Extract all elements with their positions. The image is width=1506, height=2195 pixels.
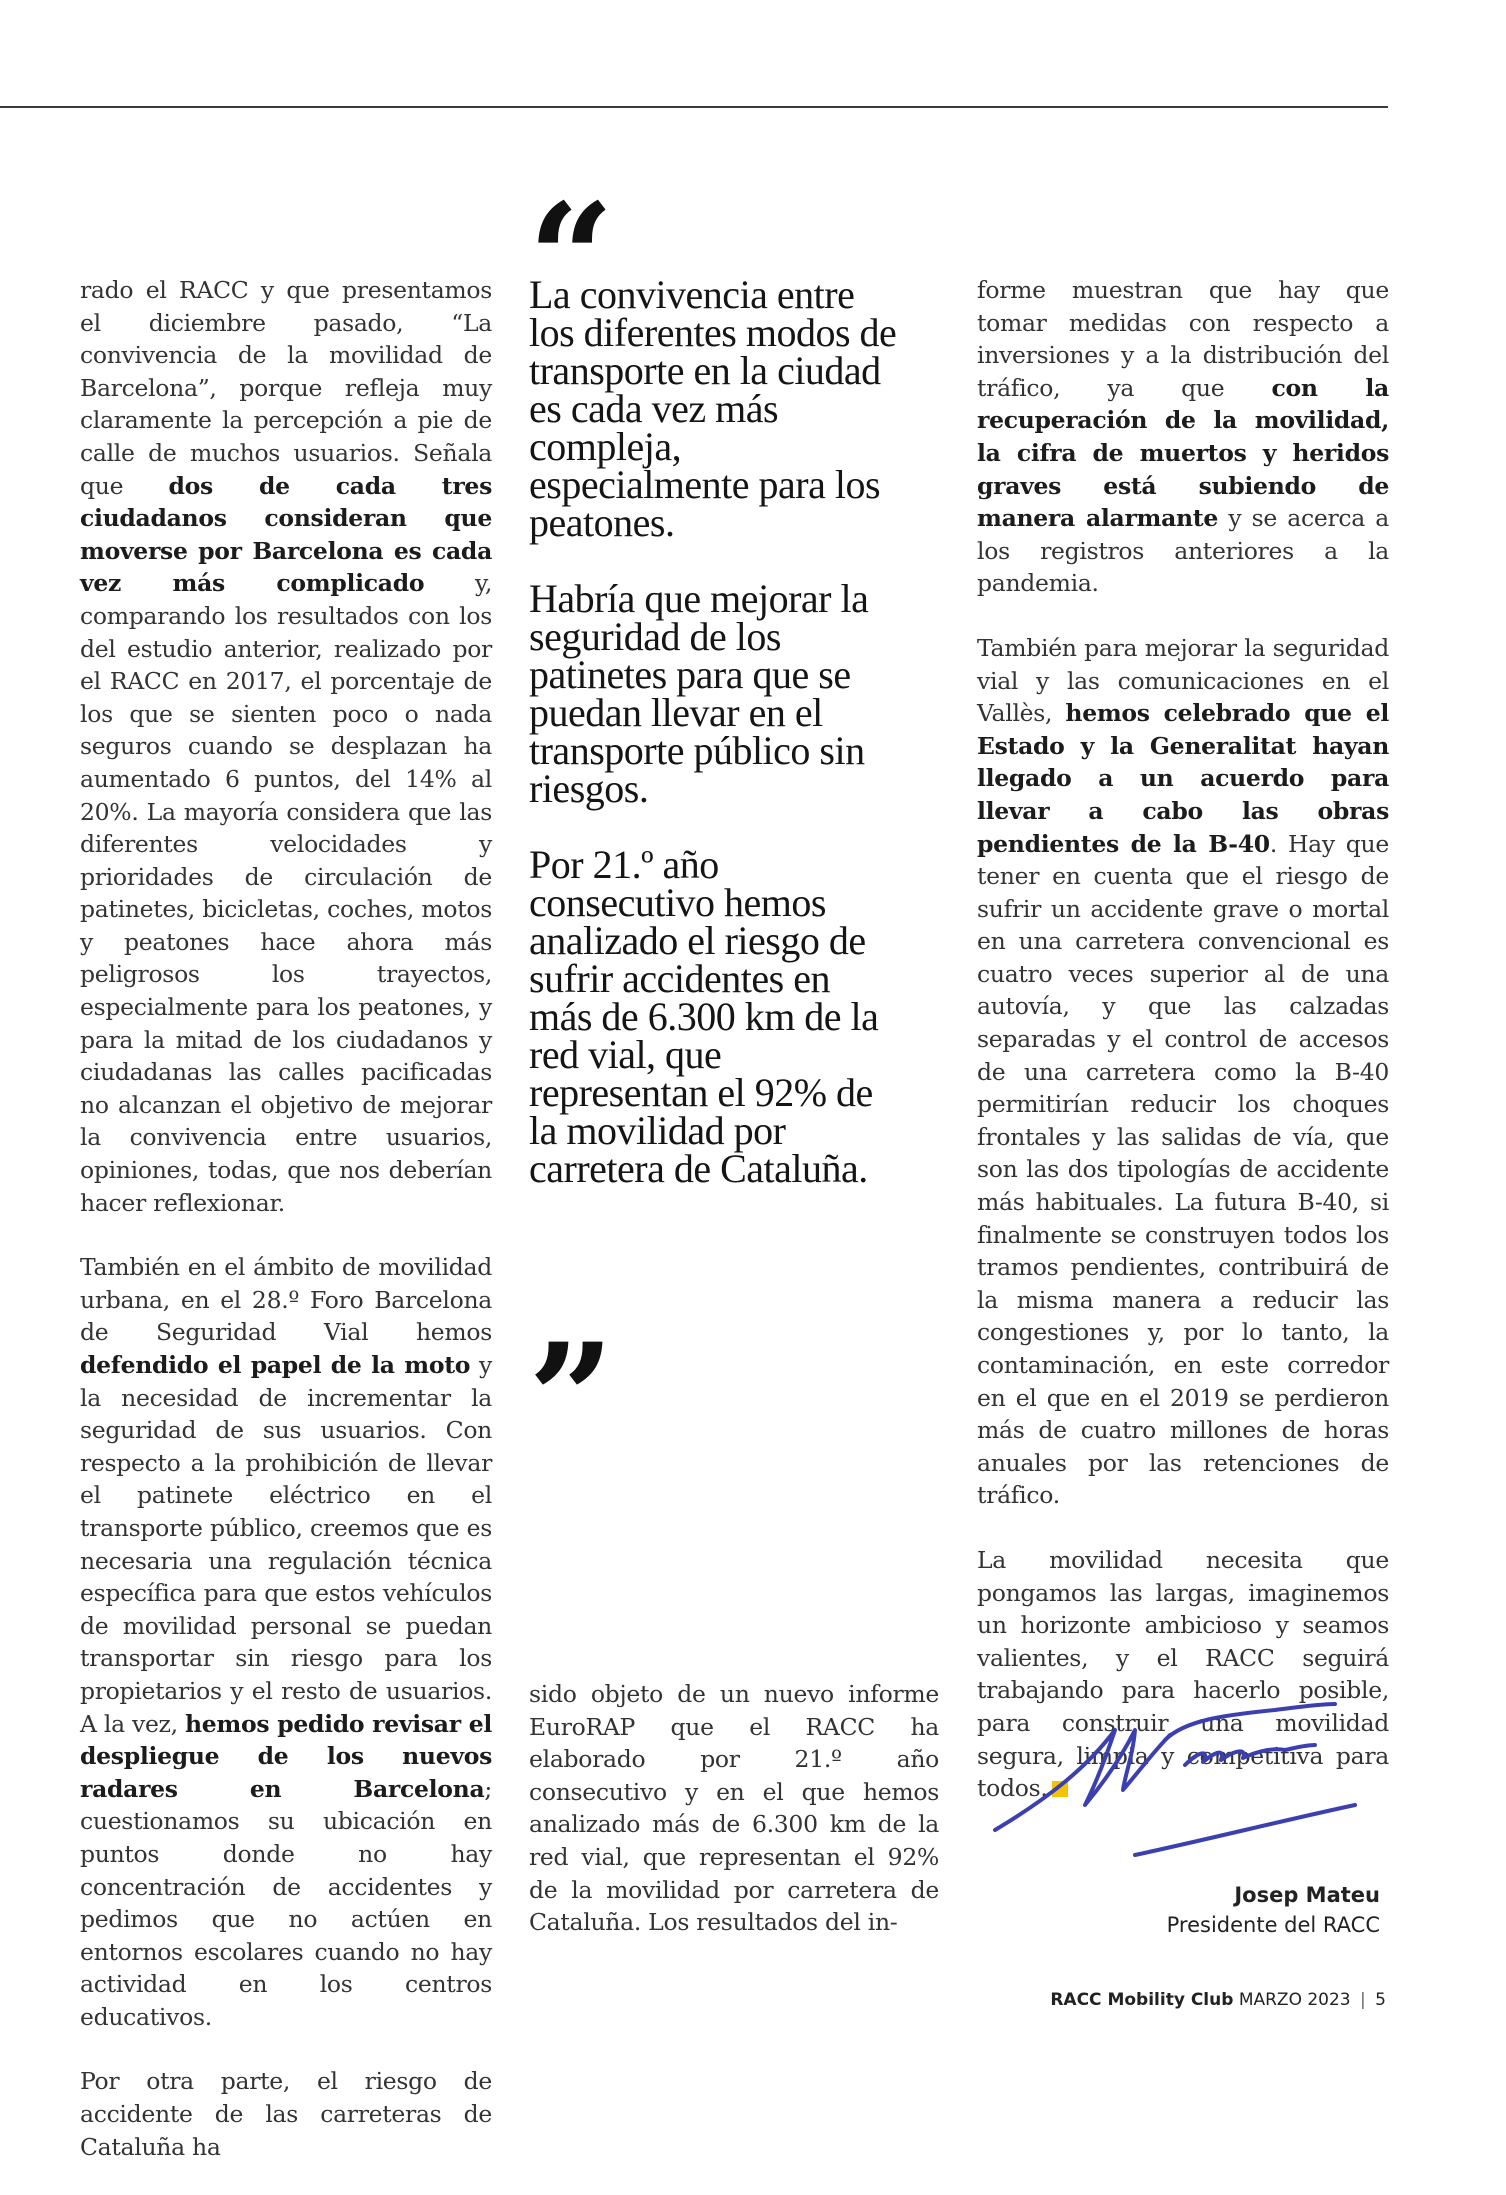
signer-name: Josep Mateu — [1234, 1883, 1380, 1907]
bold-run: hemos pedido revisar el despliegue de los nuevos radares en Barcelona — [80, 1709, 492, 1803]
page-footer — [1050, 1990, 1386, 2010]
footer-brand: RACC Mobility Club — [1050, 1990, 1234, 2010]
text-run: y la necesidad de incrementar la seguridad de sus usuarios. Con respecto a la prohibición de llevar el patinete eléctrico en el transporte público, creemos que es necesaria una regulación técnica específica para que estos vehículos de movilidad personal se puedan transportar sin riesgo para los propietarios y el resto de usuarios. A la vez, — [80, 1351, 493, 1738]
open-quote-icon: “ — [528, 171, 615, 347]
text-run: forme muestran que hay que tomar medidas con respecto a inversiones y a la distribución del tráfico, ya que — [977, 276, 1389, 402]
signature-stroke-1 — [995, 1730, 1170, 1830]
left-paragraph-3 — [80, 2065, 492, 2163]
bold-run: defendido el papel de la moto — [80, 1351, 471, 1379]
page-number: 5 — [1375, 1990, 1386, 2010]
top-rule — [0, 106, 1388, 108]
left-paragraph-2 — [80, 1251, 492, 2033]
signer-block — [1167, 1880, 1380, 1940]
signature-stroke-2 — [1165, 1704, 1335, 1740]
text-run: Por otra parte, el riesgo de accidente de las carreteras de Cataluña ha — [80, 2067, 492, 2161]
signature-stroke-3 — [1185, 1745, 1315, 1765]
close-quote-icon: ” — [528, 1311, 615, 1487]
middle-paragraph-1 — [529, 1678, 939, 1939]
pull-quote-3: Por 21.º año consecutivo hemos analizado el riesgo de sufrir accidentes en más de 6.300 km de la red vial, que representan el 92% de la movilidad por carretera de Cataluña. — [529, 842, 879, 1191]
signature-stroke-4 — [1135, 1805, 1355, 1855]
middle-column — [529, 1678, 939, 1971]
left-paragraph-1 — [80, 274, 492, 1219]
footer-date: MARZO 2023 — [1238, 1990, 1351, 2010]
signature-strokes — [995, 1704, 1355, 1855]
right-paragraph-1 — [977, 274, 1389, 600]
signer-title: Presidente del RACC — [1166, 1913, 1380, 1937]
text-run: La movilidad necesita que pongamos las largas, imaginemos un horizonte ambicioso y seamos valientes, y el RACC seguirá trabajando para hacerlo posible, para construir una movilidad segura, limpia y competitiva para todos. — [977, 1545, 1389, 1803]
text-run: y se acerca a los registros anteriores a la pandemia. — [977, 504, 1389, 598]
text-run: ; cuestionamos su ubicación en puntos donde no hay concentración de accidentes y pedimos que no actúen en entornos escolares cuando no hay actividad en los centros educativos. — [80, 1774, 492, 2031]
left-column — [80, 274, 492, 2195]
text-run: También para mejorar la seguridad vial y las comunicaciones en el Vallès, — [977, 633, 1389, 728]
bold-run: dos de cada tres ciudadanos consideran que moverse por Barcelona es cada vez más complicado — [80, 471, 492, 598]
text-run: sido objeto de un nuevo informe EuroRAP que el RACC ha elaborado por 21.º año consecutivo y en el que hemos analizado más de 6.300 km de la red vial, que representan el 92% de la movilidad por carretera de Cataluña. Los resultados del in- — [529, 1680, 939, 1937]
bold-run: con la recuperación de la movilidad, la cifra de muertos y heridos graves está subiendo de manera alarmante — [977, 373, 1389, 533]
text-run: rado el RACC y que presentamos el diciembre pasado, “La convivencia de la movilidad de Barcelona”, porque refleja muy claramente la percepción a pie de calle de muchos usuarios. Señala que — [80, 276, 492, 500]
right-paragraph-2 — [977, 632, 1389, 1512]
footer-separator: | — [1360, 1990, 1366, 2010]
pull-quote-1: La convivencia entre los diferentes modos de transporte en la ciudad es cada vez más compleja, especialmente para los peatones. — [529, 272, 897, 545]
text-run: También en el ámbito de movilidad urbana, en el 28.º Foro Barcelona de Seguridad Vial hemos — [80, 1253, 492, 1347]
bold-run: hemos celebrado que el Estado y la Generalitat hayan llegado a un acuerdo para llevar a cabo las obras pendientes de la B-40 — [977, 699, 1389, 858]
right-column — [977, 274, 1389, 1837]
pull-quote-2: Habría que mejorar la seguridad de los patinetes para que se puedan llevar en el transporte público sin riesgos. — [529, 576, 869, 811]
pull-quote — [529, 272, 899, 1226]
handwritten-signature — [985, 1690, 1365, 1860]
text-run: . Hay que tener en cuenta que el riesgo de sufrir un accidente grave o mortal en una carretera convencional es cuatro veces superior al de una autovía, y que las calzadas separadas y el control de accesos de una carretera como la B-40 permitirían reducir los choques frontales y las salidas de vía, que son las dos tipologías de accidente más habituales. La futura B-40, si finalmente se construyen todos los tramos pendientes, contribuirá de la misma manera a reducir las congestiones y, por lo tanto, la contaminación, en este corredor en el que en el 2019 se perdieron más de cuatro millones de horas anuales por las retenciones de tráfico. — [977, 829, 1389, 1510]
text-run: y, comparando los resultados con los del estudio anterior, realizado por el RACC en 2017, el porcentaje de los que se sienten poco o nada seguros cuando se desplazan ha aumentado 6 puntos, del 14% al 20%. La mayoría considera que las diferentes velocidades y prioridades de circulación de patinetes, bicicletas, coches, motos y peatones hace ahora más peligrosos los trayectos, especialmente para los peatones, y para la mitad de los ciudadanos y ciudadanas las calles pacificadas no alcanzan el objetivo de mejorar la convivencia entre usuarios, opiniones, todas, que nos deberían hacer reflexionar. — [80, 569, 492, 1217]
